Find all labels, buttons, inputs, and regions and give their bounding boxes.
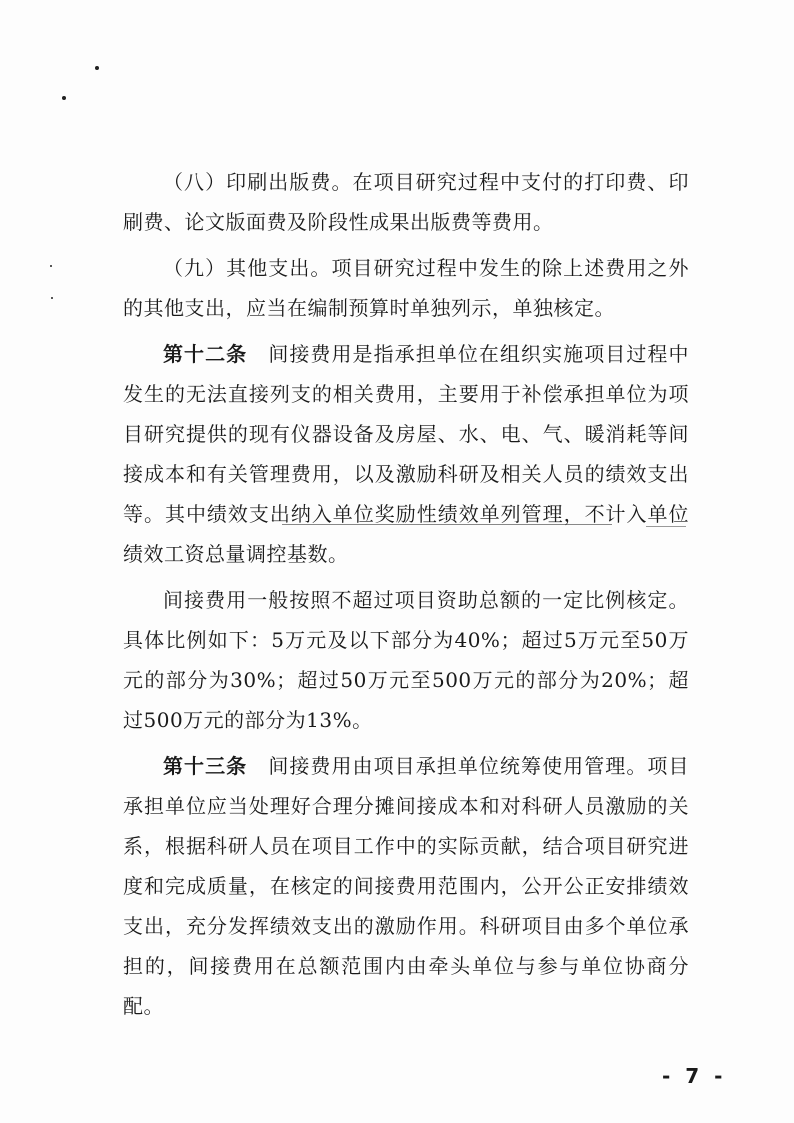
article-heading: 第十二条 [163, 342, 248, 366]
scan-speck [62, 96, 66, 100]
paragraph-other-expenses [123, 248, 689, 328]
scan-speck [95, 66, 99, 70]
paragraph-indirect-ratio [123, 580, 689, 740]
paragraph-printing-fee [123, 162, 689, 242]
paragraph-text: 间接费用一般按照不超过项目资助总额的一定比例核定。具体比例如下：5万元及以下部分为40%；超过5万元至50万元的部分为30%；超过50万元至500万元的部分为20%；超过500万元的部分为13%。 [123, 588, 689, 732]
paragraph-text: 间接费用是指承担单位在组织实施项目过程中发生的无法直接列支的相关费用，主要用于补偿承担单位为项目研究提供的现有仪器设备及房屋、水、电、气、暖消耗等间接成本和有关管理费用，以及激励科研及相关人员的绩效支出等。其中绩效支出纳入单位奖励性绩效单列管理，不计入单位绩效工资总量调控基数。 [123, 342, 689, 566]
page-number: - 7 - [662, 1064, 727, 1088]
paragraph-text: 间接费用由项目承担单位统筹使用管理。项目承担单位应当处理好合理分摊间接成本和对科研人员激励的关系，根据科研人员在项目工作中的实际贡献，结合项目研究进度和完成质量，在核定的间接费用范围内，公开公正安排绩效支出，充分发挥绩效支出的激励作用。科研项目由多个单位承担的，间接费用在总额范围内由牵头单位与参与单位协商分配。 [123, 754, 689, 1018]
document-body [123, 162, 689, 1026]
paragraph-article-13 [123, 746, 689, 1026]
article-heading: 第十三条 [163, 754, 248, 778]
scan-speck [50, 265, 52, 267]
paragraph-article-12 [123, 334, 689, 574]
scan-speck [51, 297, 53, 299]
paragraph-text: （八）印刷出版费。在项目研究过程中支付的打印费、印刷费、论文版面费及阶段性成果出版费等费用。 [123, 170, 689, 234]
paragraph-text: （九）其他支出。项目研究过程中发生的除上述费用之外的其他支出，应当在编制预算时单独列示，单独核定。 [123, 256, 689, 320]
